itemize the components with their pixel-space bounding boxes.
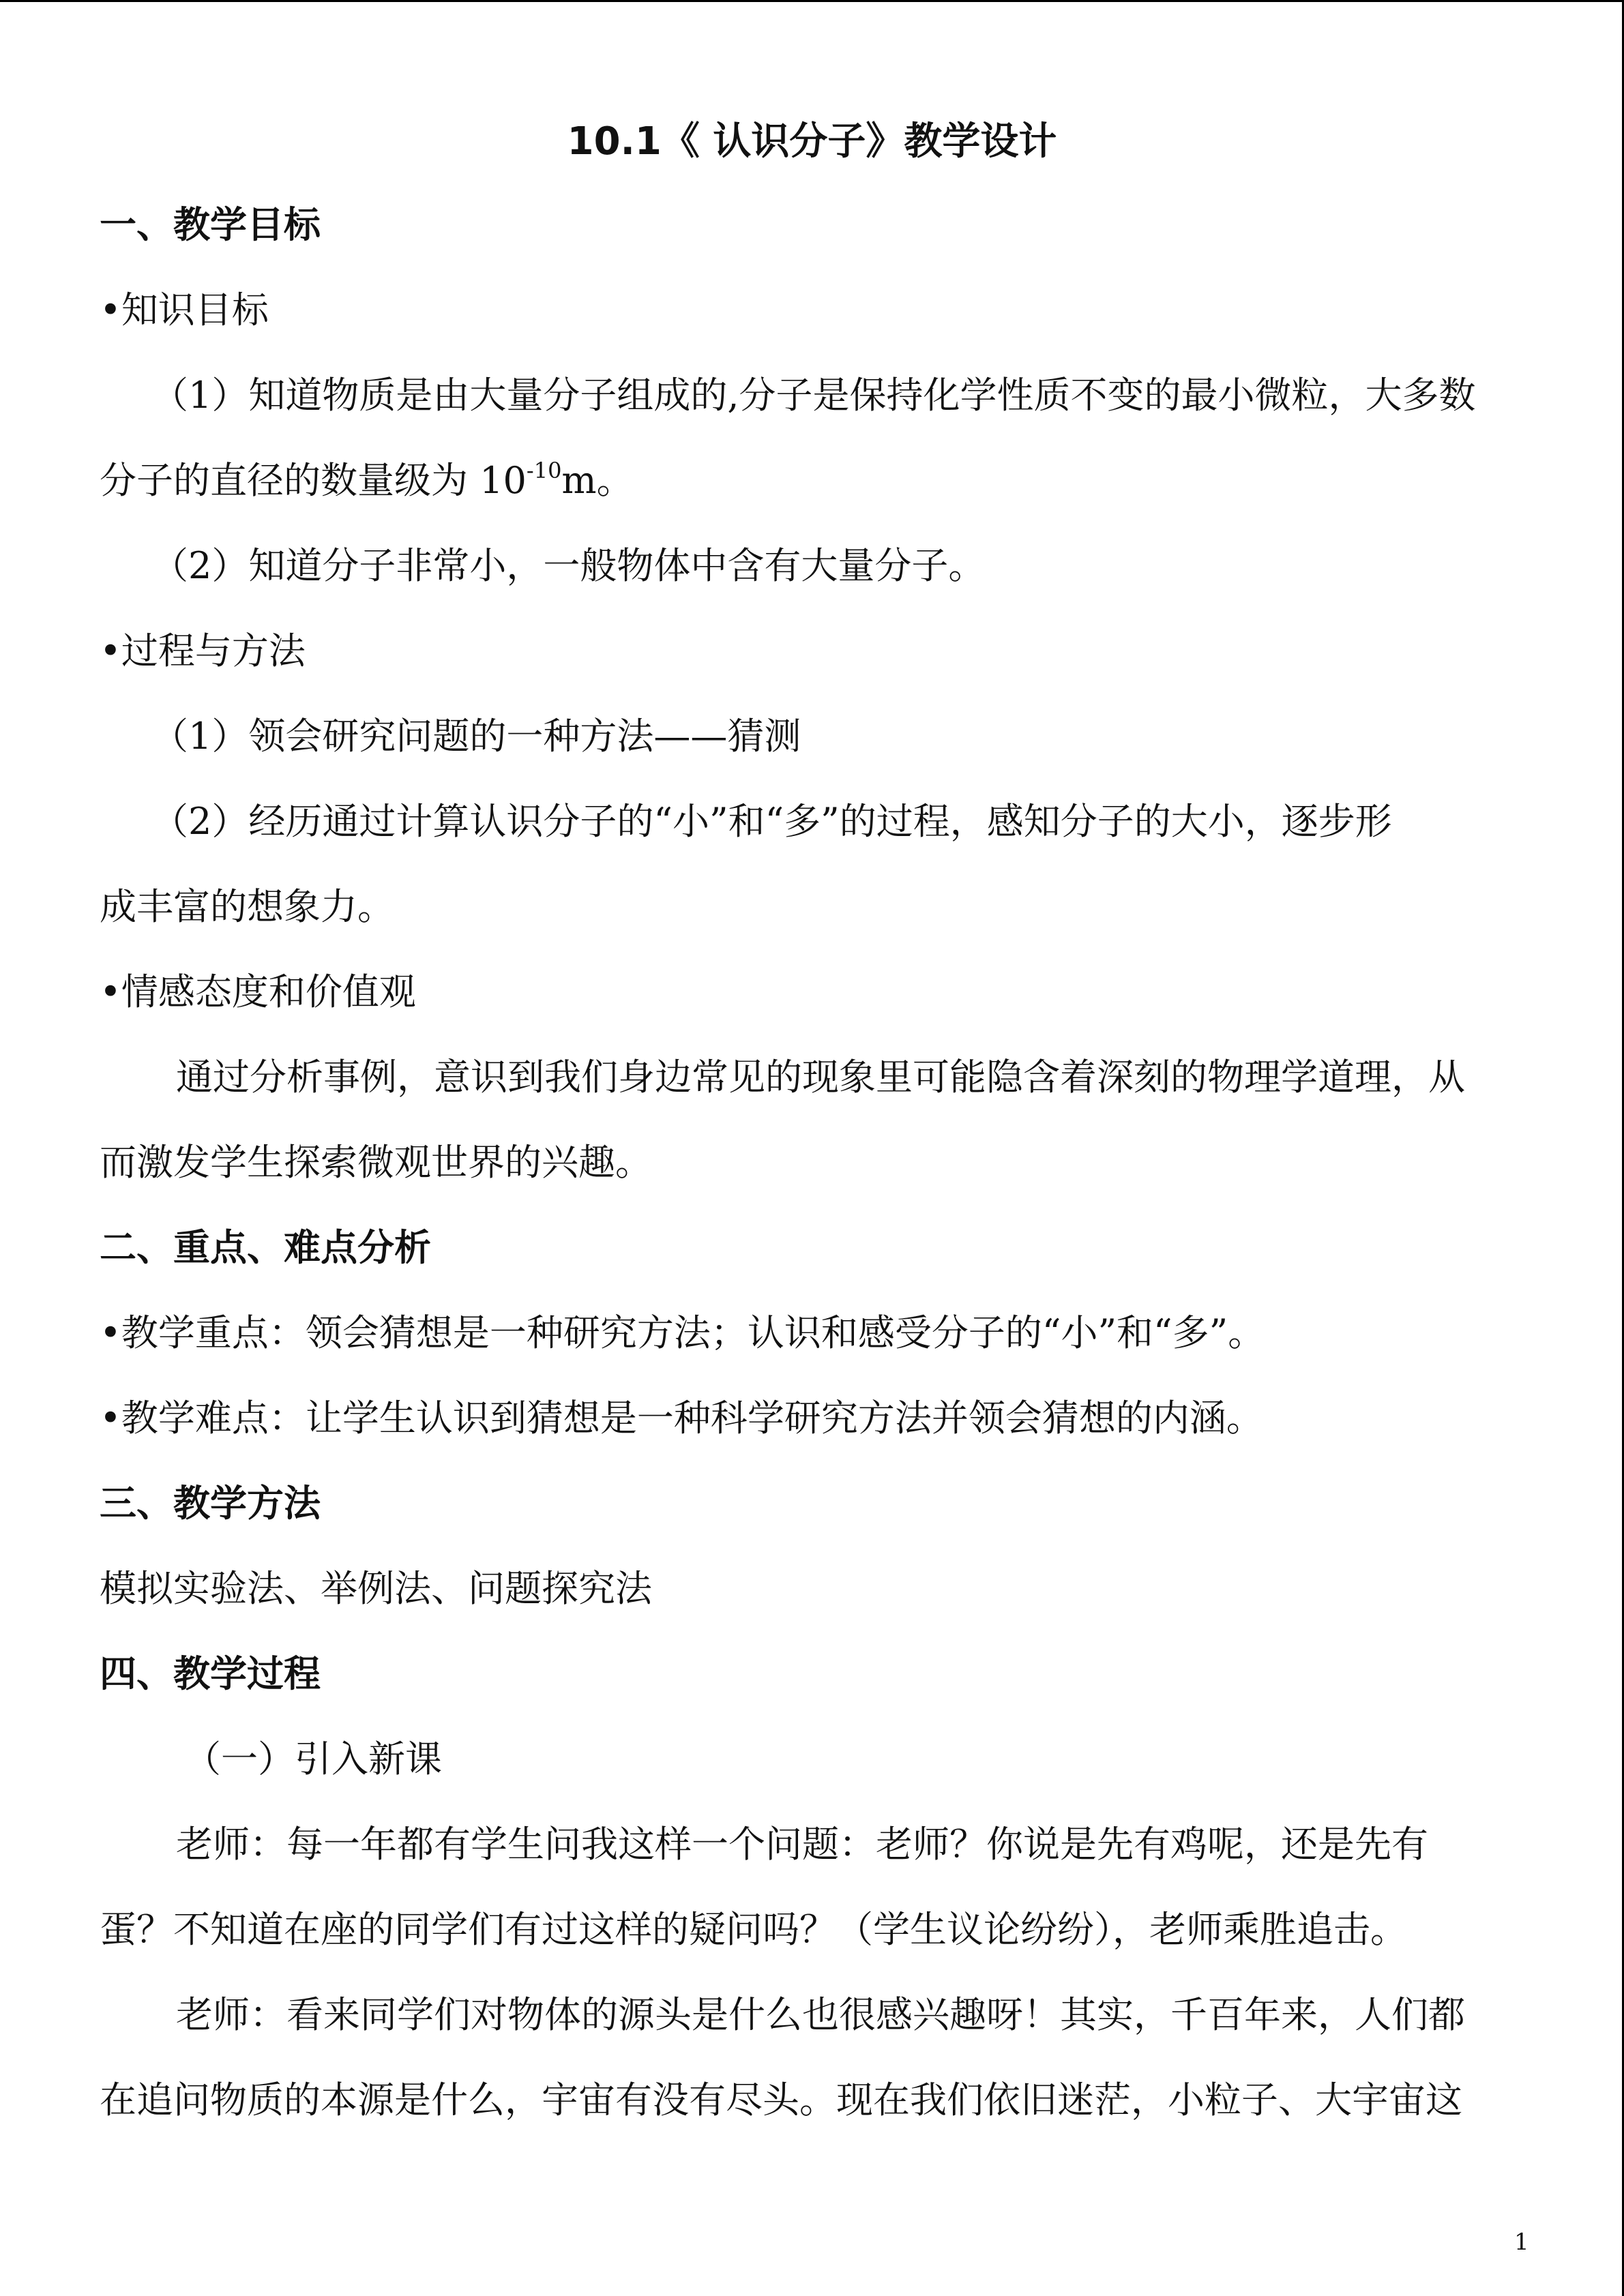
section-heading-objectives: 一、教学目标 (100, 203, 321, 246)
process-item2-line2: 成丰富的想象力。 (100, 885, 394, 928)
exponent: -10 (526, 458, 562, 483)
knowledge-item1-line1: （1）知道物质是由大量分子组成的,分子是保持化学性质不变的最小微粒，大多数 (151, 374, 1476, 417)
page-border-top (0, 0, 1624, 2)
document-title: 10.1《 认识分子》教学设计 (567, 119, 1057, 164)
process-method-label: •过程与方法 (100, 629, 306, 672)
emotion-line2: 而激发学生探索微观世界的兴趣。 (100, 1141, 652, 1184)
paragraph2-line1: 老师：看来同学们对物体的源头是什么也很感兴趣呀！其实，千百年来，人们都 (176, 1993, 1465, 2036)
knowledge-objective-label: •知识目标 (100, 288, 269, 331)
emotion-line1: 通过分析事例，意识到我们身边常见的现象里可能隐含着深刻的物理学道理，从 (176, 1056, 1465, 1099)
process-item2-line1: （2）经历通过计算认识分子的“小”和“多”的过程，感知分子的大小，逐步形 (151, 800, 1392, 843)
subsection-intro: （一）引入新课 (184, 1738, 442, 1780)
paragraph1-line2: 蛋？不知道在座的同学们有过这样的疑问吗？（学生议论纷纷），老师乘胜追击。 (100, 1908, 1407, 1951)
process-item1: （1）领会研究问题的一种方法——猜测 (151, 715, 801, 758)
section-heading-key-points: 二、重点、难点分析 (100, 1226, 431, 1269)
diameter-text: 分子的直径的数量级为 10 (100, 459, 527, 502)
paragraph1-line1: 老师：每一年都有学生问我这样一个问题：老师？你说是先有鸡呢，还是先有 (176, 1823, 1428, 1866)
section-heading-process: 四、教学过程 (100, 1652, 321, 1695)
section-heading-methods: 三、教学方法 (100, 1482, 321, 1525)
difficulty-point: •教学难点：让学生认识到猜想是一种科学研究方法并领会猜想的内涵。 (100, 1397, 1263, 1440)
paragraph2-line2: 在追问物质的本源是什么，宇宙有没有尽头。现在我们依旧迷茫，小粒子、大宇宙这 (100, 2078, 1462, 2121)
knowledge-item1-line2 (100, 460, 634, 501)
knowledge-item2: （2）知道分子非常小，一般物体中含有大量分子。 (151, 544, 986, 587)
page-number: 1 (1514, 2228, 1529, 2256)
teaching-methods: 模拟实验法、举例法、问题探究法 (100, 1567, 652, 1610)
emotion-values-label: •情感态度和价值观 (100, 970, 416, 1013)
unit-text: m。 (561, 459, 634, 502)
key-point: •教学重点：领会猜想是一种研究方法；认识和感受分子的“小”和“多”。 (100, 1311, 1265, 1354)
